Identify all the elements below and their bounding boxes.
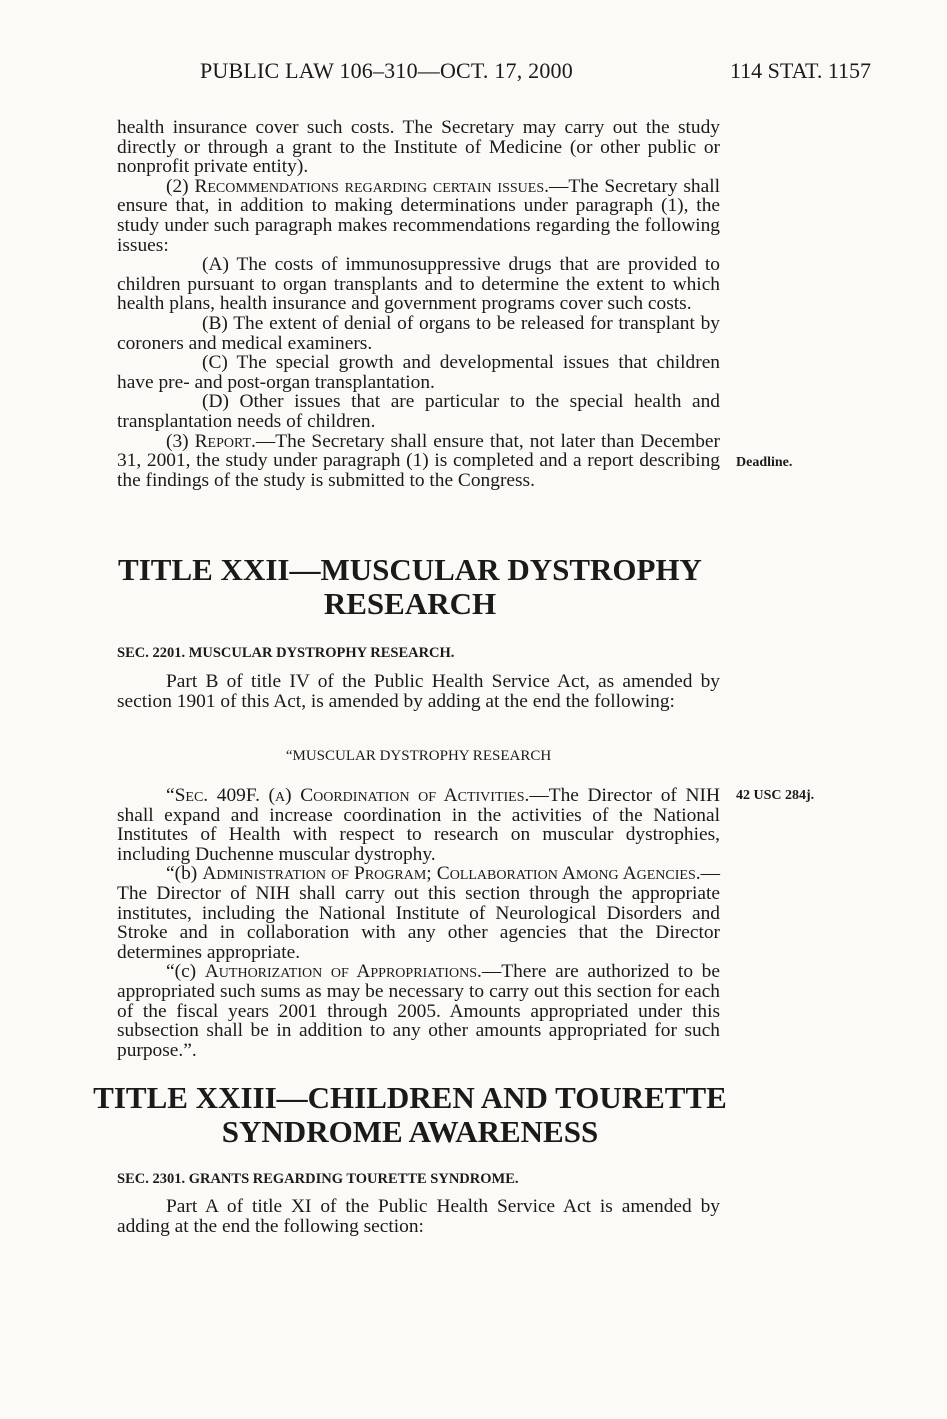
paragraph-2-heading: Recommendations regarding certain issues.: [194, 175, 549, 197]
subsection-c: “(c) Authorization of Appropriations.—There are authorized to be appropriated such sums as may be necessary to carry out this section for each of the fiscal years 2001 through 2005. Amounts appropriated under this subsection shall be in addition to any other amounts appropriated for such purpose.”.: [117, 961, 720, 1061]
title-22-heading: TITLE XXII—MUSCULAR DYSTROPHY RESEARCH: [118, 552, 702, 621]
subsection-b-heading: Administration of Program; Collaboration Among Agencies.: [202, 863, 701, 885]
paragraph-3-heading: Report.: [194, 430, 256, 452]
subsection-a: “Sec. 409F. (a) Coordination of Activities.—The Director of NIH shall expand and increase coordination in the activities of the National Institutes of Health with respect to research on muscular dystrophies, including Duchenne muscular dystrophy.: [117, 785, 720, 865]
subparagraph-c: (C) The special growth and developmental issues that children have pre- and post-organ transplantation.: [117, 352, 720, 393]
subparagraph-b: (B) The extent of denial of organs to be released for transplant by coroners and medical examiners.: [117, 312, 720, 354]
paragraph-3: (3) Report.—The Secretary shall ensure that, not later than December 31, 2001, the study under paragraph (1) is completed and a report describing the findings of the study is submitted to the Congress.: [117, 430, 720, 491]
title-23-heading: TITLE XXIII—CHILDREN AND TOURETTE SYNDROME AWARENESS: [93, 1080, 727, 1149]
subparagraph-a: (A) The costs of immunosuppressive drugs that are provided to children pursuant to organ transplants and to determine the extent to which health plans, health insurance and government programs cover such costs.: [117, 254, 720, 315]
subsection-a-heading: Coordination of Activities.: [300, 785, 530, 806]
section-2301-intro: Part A of title XI of the Public Health Service Act is amended by adding at the end the following section:: [117, 1196, 720, 1237]
margin-note-deadline: Deadline.: [736, 455, 793, 470]
section-2301-heading: SEC. 2301. GRANTS REGARDING TOURETTE SYNDROME.: [117, 1171, 519, 1187]
stat-reference: 114 STAT. 1157: [730, 58, 872, 83]
section-2201-intro: Part B of title IV of the Public Health Service Act, as amended by section 1901 of this Act, is amended by adding at the end the following:: [117, 671, 720, 712]
subsection-c-heading: Authorization of Appropriations.: [204, 961, 482, 983]
margin-note-usc: 42 USC 284j.: [736, 788, 815, 803]
section-2201-heading: SEC. 2201. MUSCULAR DYSTROPHY RESEARCH.: [117, 645, 455, 661]
section-409f-block: [117, 786, 720, 1060]
subsection-b: “(b) Administration of Program; Collaboration Among Agencies.—The Director of NIH shall carry out this section through the appropriate institutes, including the National Institute of Neurological Disorders and Stroke and in collaboration with any other agencies that the Director determines appropriate.: [117, 863, 720, 963]
paragraph-continuation: health insurance cover such costs. The Secretary may carry out the study directly or through a grant to the Institute of Medicine (or other public or nonprofit private entity).: [117, 117, 720, 178]
study-provisions-block: [117, 118, 720, 490]
paragraph-2: (2) Recommendations regarding certain issues.—The Secretary shall ensure that, in addition to making determinations under paragraph (1), the study under such paragraph makes recommendations regarding the following issues:: [117, 175, 720, 256]
subparagraph-d: (D) Other issues that are particular to the special health and transplantation needs of children.: [117, 391, 720, 432]
running-title: PUBLIC LAW 106–310—OCT. 17, 2000: [200, 58, 573, 83]
inserted-section-heading: “MUSCULAR DYSTROPHY RESEARCH: [285, 748, 552, 764]
